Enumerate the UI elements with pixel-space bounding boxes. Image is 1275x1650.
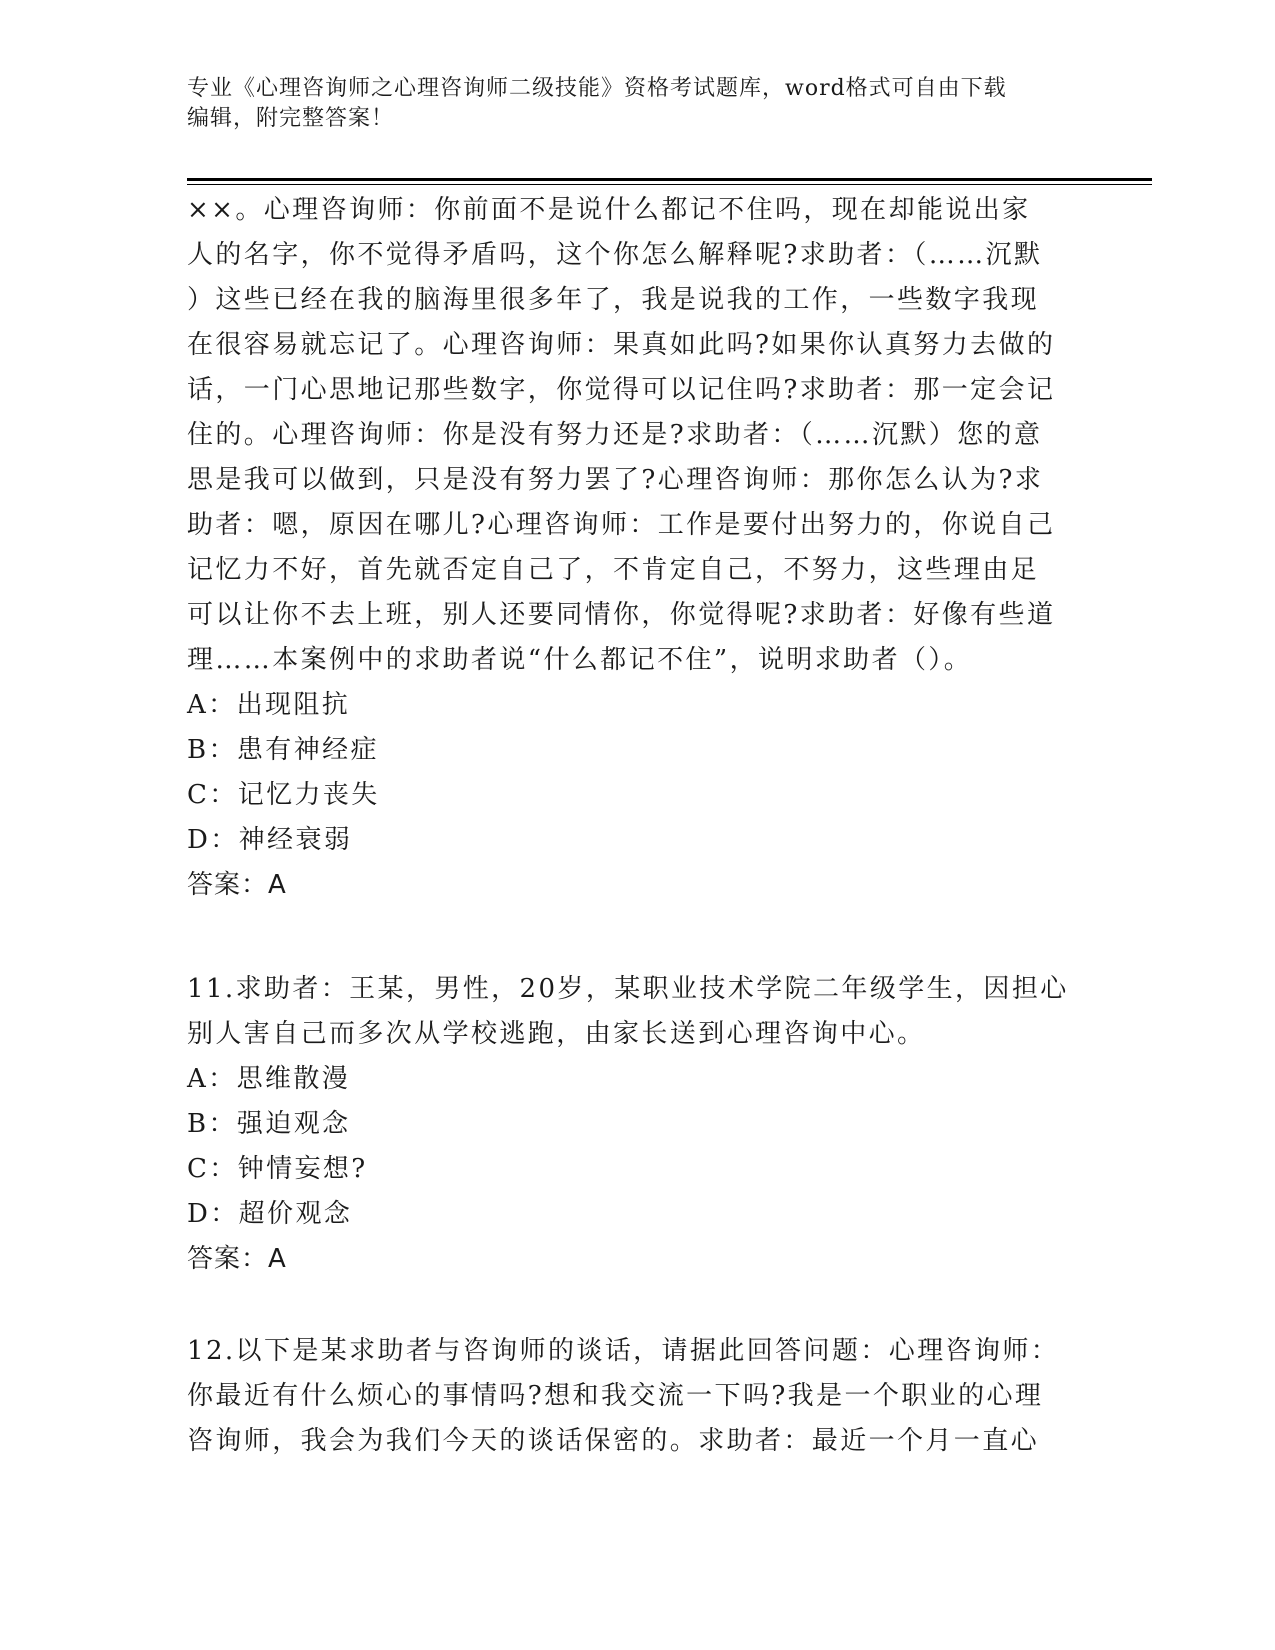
answer-label: 答案：A	[187, 870, 287, 900]
option-a: A：思维散漫	[187, 1064, 351, 1094]
question-text-line: ××。心理咨询师：你前面不是说什么都记不住吗，现在却能说出家	[187, 195, 1031, 225]
question-12	[187, 1329, 1077, 1464]
header-line-2: 编辑，附完整答案！	[187, 106, 395, 131]
header-line-1: 专业《心理咨询师之心理咨询师二级技能》资格考试题库，word格式可自由下载	[187, 76, 1007, 101]
question-text-line: 记忆力不好，首先就否定自己了，不肯定自己，不努力，这些理由足	[187, 555, 1040, 585]
option-b: B：患有神经症	[187, 735, 379, 765]
page-header	[187, 74, 1067, 134]
question-text-line: 住的。心理咨询师：你是没有努力还是?求助者：（……沉默）您的意	[187, 420, 1043, 450]
question-text-line: 12.以下是某求助者与咨询师的谈话，请据此回答问题：心理咨询师：	[187, 1336, 1060, 1366]
question-text-line: 话，一门心思地记那些数字，你觉得可以记住吗?求助者：那一定会记	[187, 375, 1056, 405]
header-divider-thick	[187, 178, 1152, 181]
option-c: C：钟情妄想?	[187, 1154, 368, 1184]
answer-label: 答案：A	[187, 1244, 287, 1274]
question-text-line: 你最近有什么烦心的事情吗?想和我交流一下吗?我是一个职业的心理	[187, 1381, 1044, 1411]
question-text-line: 11.求助者：王某，男性，20岁，某职业技术学院二年级学生，因担心	[187, 974, 1069, 1004]
option-d: D：神经衰弱	[187, 825, 353, 855]
option-d: D：超价观念	[187, 1199, 353, 1229]
question-text-line: ）这些已经在我的脑海里很多年了，我是说我的工作，一些数字我现	[187, 285, 1040, 315]
question-text-line: 人的名字，你不觉得矛盾吗，这个你怎么解释呢?求助者：（……沉默	[187, 240, 1043, 270]
question-text-line: 咨询师，我会为我们今天的谈话保密的。求助者：最近一个月一直心	[187, 1426, 1040, 1456]
option-b: B：强迫观念	[187, 1109, 351, 1139]
question-10	[187, 188, 1077, 908]
question-text-line: 思是我可以做到，只是没有努力罢了?心理咨询师：那你怎么认为?求	[187, 465, 1044, 495]
question-text-line: 可以让你不去上班，别人还要同情你，你觉得呢?求助者：好像有些道	[187, 600, 1056, 630]
question-text-line: 在很容易就忘记了。心理咨询师：果真如此吗?如果你认真努力去做的	[187, 330, 1056, 360]
option-a: A：出现阻抗	[187, 690, 351, 720]
option-c: C：记忆力丧失	[187, 780, 380, 810]
question-text-line: 助者：嗯，原因在哪儿?心理咨询师：工作是要付出努力的，你说自己	[187, 510, 1056, 540]
question-text-line: 理……本案例中的求助者说“什么都记不住”，说明求助者（）。	[187, 645, 973, 675]
question-11	[187, 967, 1077, 1282]
header-divider-thin	[187, 184, 1152, 185]
question-text-line: 别人害自己而多次从学校逃跑，由家长送到心理咨询中心。	[187, 1019, 926, 1049]
